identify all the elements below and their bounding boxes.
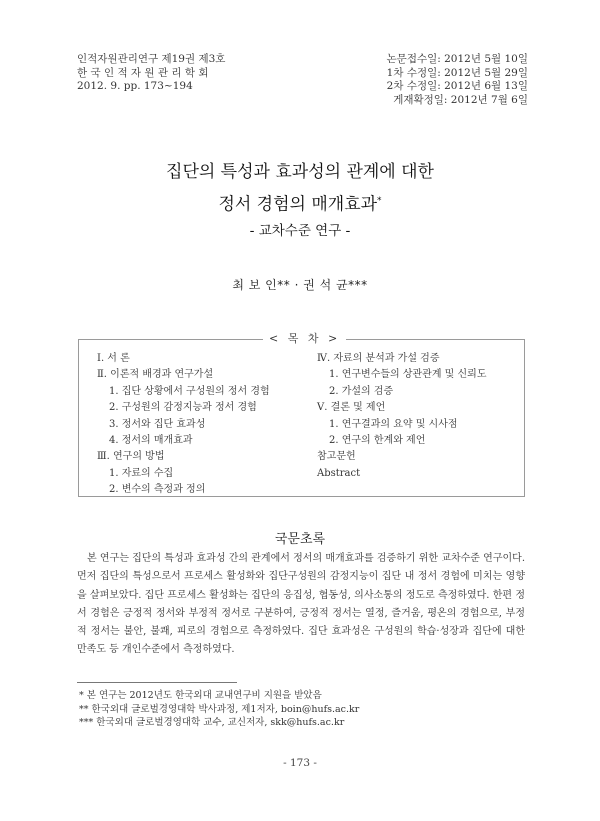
submission-dates: [387, 53, 528, 107]
title-line-1: 집단의 특성과 효과성의 관계에 대한: [166, 162, 434, 182]
toc-subitem: 1. 연구결과의 요약 및 시사점: [329, 418, 458, 430]
toc-subitem: 2. 구성원의 감정지능과 정서 경험: [109, 402, 257, 414]
toc-item: Ⅲ. 연구의 방법: [97, 451, 165, 463]
society-name: 한 국 인 적 자 원 관 리 학 회: [77, 66, 209, 79]
toc-subitem: 2. 가설의 검증: [329, 385, 394, 397]
footnote-rule: [77, 682, 237, 683]
footnote-funding: * 본 연구는 2012년도 한국외대 교내연구비 지원을 받았음: [79, 690, 322, 701]
paper-title: [0, 158, 600, 220]
journal-name: 인적자원관리연구 제19권 제3호: [77, 53, 226, 65]
toc-item: Ⅳ. 자료의 분석과 가설 검증: [317, 353, 440, 364]
toc-subitem: 1. 집단 상황에서 구성원의 정서 경험: [109, 385, 270, 397]
toc-subitem: 2. 변수의 측정과 정의: [109, 484, 206, 496]
footnotes: [79, 689, 359, 730]
toc-subitem: 1. 자료의 수집: [109, 467, 174, 479]
revision1-date: 1차 수정일: 2012년 5월 29일: [386, 66, 528, 79]
abstract-heading: 국문초록: [274, 532, 326, 547]
toc-item: 참고문헌: [317, 451, 356, 463]
title-line-2: 정서 경험의 매개효과*: [218, 194, 382, 215]
page-number: - 173 -: [283, 757, 317, 769]
toc-subitem: 4. 정서의 매개효과: [109, 435, 193, 447]
toc-item: Ⅴ. 결론 및 제언: [317, 402, 386, 414]
toc-label: < 목 차 >: [263, 330, 346, 346]
toc-subitem: 2. 연구의 한계와 제언: [329, 435, 426, 447]
toc-subitem: 3. 정서와 집단 효과성: [109, 418, 206, 430]
journal-info: [77, 53, 225, 94]
footnote-first-author: ** 한국외대 글로벌경영대학 박사과정, 제1저자, boin@hufs.ac.kr: [79, 703, 360, 715]
toc-subitem: 1. 연구변수들의 상관관계 및 신뢰도: [329, 369, 487, 381]
toc-item: Ⅱ. 이론적 배경과 연구가설: [97, 369, 214, 381]
toc-item: Abstract: [317, 467, 361, 479]
footnote-corresponding-author: *** 한국외대 글로벌경영대학 교수, 교신저자, skk@hufs.ac.kr: [79, 717, 345, 728]
paper-subtitle: - 교차수준 연구 -: [249, 223, 351, 239]
received-date: 논문접수일: 2012년 5월 10일: [386, 53, 528, 65]
issue-pages: 2012. 9. pp. 173~194: [77, 80, 193, 92]
toc-right-column: [317, 351, 487, 482]
title-footnote-mark: *: [377, 196, 382, 206]
authors: 최 보 인** · 권 석 균***: [232, 278, 368, 292]
revision2-date: 2차 수정일: 2012년 6월 13일: [386, 80, 528, 92]
abstract-body: 본 연구는 집단의 특성과 효과성 간의 관계에서 정서의 매개효과를 검증하기 위한 교차수준 연구이다. 먼저 집단의 특성으로서 프로세스 활성화와 집단구성원의 감정지능이 집단 내 정서 경험에 미치는 영향을 살펴보았다. 집단 프로세스 활성화는 집단의 응집성, 협동성, 의사소통의 정도로 측정하였다. 한편 정서 경험은 긍정적 정서와 부정적 정서로 구분하여, 긍정적 정서는 열정, 즐거움, 평온의 경험으로, 부정적 정서는 불안, 불쾌, 피로의 경험으로 측정하였다. 집단 효과성은 구성원의 학습·성장과 집단에 대한 만족도 등 개인수준에서 측정하였다.: [77, 553, 525, 656]
accepted-date: 게재확정일: 2012년 7월 6일: [393, 93, 528, 106]
toc-item: Ⅰ. 서 론: [97, 353, 130, 364]
toc-left-column: [97, 351, 270, 499]
